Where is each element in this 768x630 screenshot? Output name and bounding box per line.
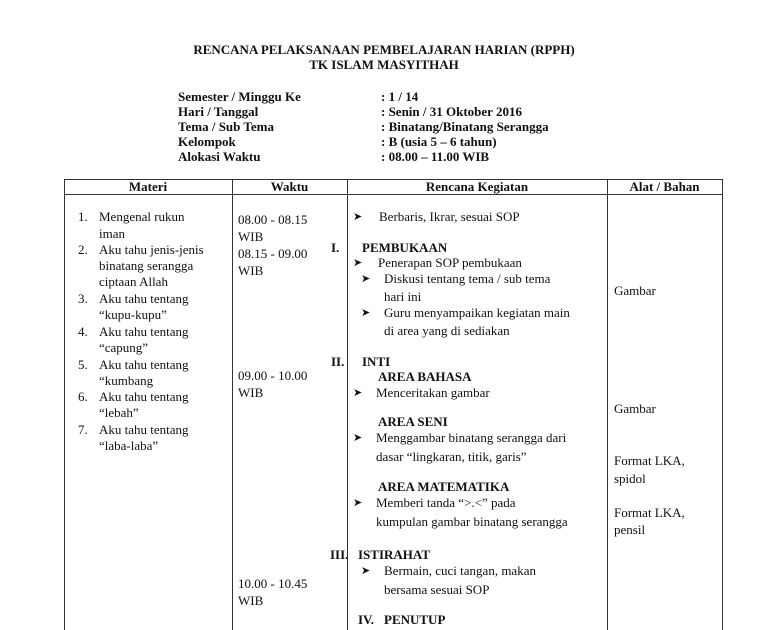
materi-item-line: “kupu-kupu” bbox=[99, 307, 167, 322]
materi-item-line: iman bbox=[99, 226, 125, 241]
activity-item: Memberi tanda “>.<” pada bbox=[376, 495, 516, 510]
materi-item-line: Aku tahu tentang bbox=[99, 291, 189, 306]
section-number: IV. bbox=[358, 612, 375, 627]
time-range: 10.00 - 10.45 bbox=[238, 576, 308, 591]
info-value-alokasi: : 08.00 – 11.00 WIB bbox=[381, 149, 490, 164]
info-value-hari: : Senin / 31 Oktober 2016 bbox=[381, 104, 522, 119]
activity-item: hari ini bbox=[384, 289, 422, 304]
time-unit: WIB bbox=[238, 385, 264, 400]
materi-item-line: “laba-laba” bbox=[99, 438, 159, 453]
materi-number: 4. bbox=[78, 324, 88, 339]
time-range: 08.15 - 09.00 bbox=[238, 246, 308, 261]
material-item: spidol bbox=[614, 471, 646, 486]
materi-item-line: Aku tahu tentang bbox=[99, 422, 189, 437]
school-name: TK ISLAM MASYITHAH bbox=[309, 57, 459, 72]
activity-item: Diskusi tentang tema / sub tema bbox=[384, 271, 551, 286]
area-title: AREA SENI bbox=[378, 414, 448, 429]
material-item: Format LKA, bbox=[614, 453, 685, 468]
section-title-istirahat: ISTIRAHAT bbox=[358, 547, 431, 562]
activity-item: Bermain, cuci tangan, makan bbox=[384, 563, 536, 578]
arrowhead-bullet-icon: ➤ bbox=[353, 387, 363, 399]
materi-item-line: Aku tahu tentang bbox=[99, 324, 189, 339]
materi-item-line: “kumbang bbox=[99, 373, 154, 388]
activity-item: Penerapan SOP pembukaan bbox=[378, 255, 522, 270]
material-item: pensil bbox=[614, 522, 646, 537]
activity-item: Guru menyampaikan kegiatan main bbox=[384, 305, 570, 320]
document-title: RENCANA PELAKSANAAN PEMBELAJARAN HARIAN (RPPH) bbox=[193, 42, 575, 57]
activity-item: dasar “lingkaran, titik, garis” bbox=[376, 449, 527, 464]
header-waktu: Waktu bbox=[270, 179, 309, 194]
info-label-semester: Semester / Minggu Ke bbox=[178, 89, 301, 104]
section-number: I. bbox=[331, 240, 340, 255]
materi-number: 7. bbox=[78, 422, 88, 437]
materi-number: 2. bbox=[78, 242, 88, 257]
section-title-inti: INTI bbox=[362, 354, 391, 369]
activity-item: Berbaris, Ikrar, sesuai SOP bbox=[379, 209, 520, 224]
info-label-alokasi: Alokasi Waktu bbox=[178, 149, 261, 164]
materi-number: 5. bbox=[78, 357, 88, 372]
section-title-penutup: PENUTUP bbox=[384, 612, 446, 627]
materi-item-line: Aku tahu tentang bbox=[99, 357, 189, 372]
activity-item: kumpulan gambar binatang serangga bbox=[376, 514, 568, 529]
material-item: Gambar bbox=[614, 283, 656, 298]
area-title: AREA BAHASA bbox=[378, 369, 472, 384]
column-divider bbox=[232, 179, 233, 630]
info-value-semester: : 1 / 14 bbox=[381, 89, 419, 104]
materi-number: 6. bbox=[78, 389, 88, 404]
header-materi: Materi bbox=[128, 179, 168, 194]
area-title: AREA MATEMATIKA bbox=[378, 479, 510, 494]
materi-item-line: Aku tahu jenis-jenis bbox=[99, 242, 204, 257]
activity-item: Menceritakan gambar bbox=[376, 385, 490, 400]
arrowhead-bullet-icon: ➤ bbox=[361, 565, 371, 577]
arrowhead-bullet-icon: ➤ bbox=[353, 211, 363, 223]
section-title-pembukaan: PEMBUKAAN bbox=[362, 240, 448, 255]
materi-item-line: “capung” bbox=[99, 340, 149, 355]
activity-item: di area yang di sediakan bbox=[384, 323, 510, 338]
info-label-kelompok: Kelompok bbox=[178, 134, 236, 149]
time-range: 09.00 - 10.00 bbox=[238, 368, 308, 383]
info-value-tema: : Binatang/Binatang Serangga bbox=[381, 119, 549, 134]
materi-number: 3. bbox=[78, 291, 88, 306]
activity-item: Menggambar binatang serangga dari bbox=[376, 430, 567, 445]
materi-item-line: ciptaan Allah bbox=[99, 274, 168, 289]
section-number: III. bbox=[330, 547, 349, 562]
time-unit: WIB bbox=[238, 229, 264, 244]
activity-item: bersama sesuai SOP bbox=[384, 582, 490, 597]
header-rencana-kegiatan: Rencana Kegiatan bbox=[425, 179, 529, 194]
materi-item-line: binatang serangga bbox=[99, 258, 194, 273]
info-label-hari: Hari / Tanggal bbox=[178, 104, 259, 119]
column-divider bbox=[607, 179, 608, 630]
arrowhead-bullet-icon: ➤ bbox=[353, 432, 363, 444]
arrowhead-bullet-icon: ➤ bbox=[353, 497, 363, 509]
table-border-right bbox=[722, 179, 723, 630]
info-label-tema: Tema / Sub Tema bbox=[178, 119, 274, 134]
material-item: Gambar bbox=[614, 401, 656, 416]
materi-item-line: Mengenal rukun bbox=[99, 209, 185, 224]
header-alat-bahan: Alat / Bahan bbox=[629, 179, 700, 194]
info-value-kelompok: : B (usia 5 – 6 tahun) bbox=[381, 134, 497, 149]
time-range: 08.00 - 08.15 bbox=[238, 212, 308, 227]
time-unit: WIB bbox=[238, 263, 264, 278]
section-number: II. bbox=[331, 354, 345, 369]
materi-item-line: Aku tahu tentang bbox=[99, 389, 189, 404]
arrowhead-bullet-icon: ➤ bbox=[353, 257, 363, 269]
table-border-left bbox=[64, 179, 65, 630]
materi-number: 1. bbox=[78, 209, 88, 224]
arrowhead-bullet-icon: ➤ bbox=[361, 273, 371, 285]
arrowhead-bullet-icon: ➤ bbox=[361, 307, 371, 319]
material-item: Format LKA, bbox=[614, 505, 685, 520]
materi-item-line: “lebah” bbox=[99, 405, 139, 420]
time-unit: WIB bbox=[238, 593, 264, 608]
